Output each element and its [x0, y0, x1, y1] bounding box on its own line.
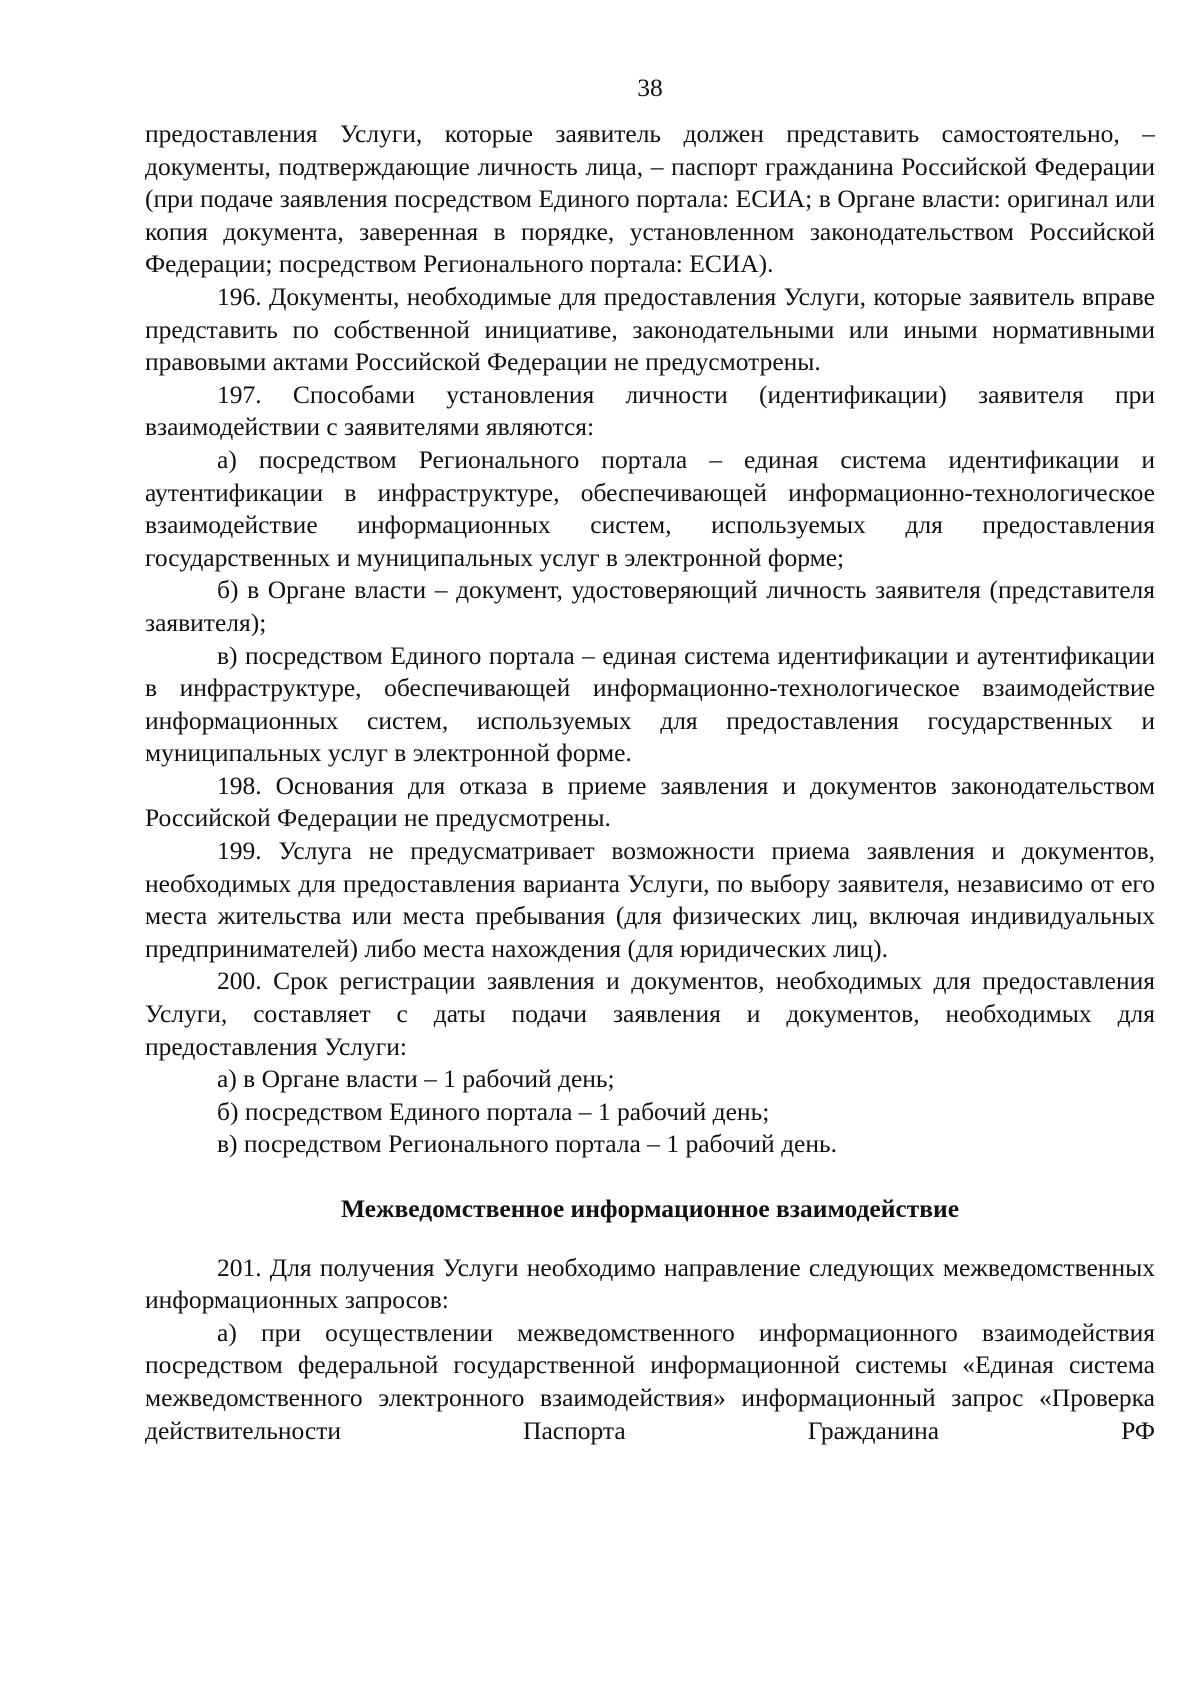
paragraph-196: 196. Документы, необходимые для предоставления Услуги, которые заявитель вправе представить по собственной инициативе, законодательными или иными нормативными правовыми актами Российской Федерации не предусмотрены. [145, 281, 1155, 377]
paragraph-201: 201. Для получения Услуги необходимо направление следующих межведомственных информационных запросов: [145, 1252, 1155, 1315]
paragraph-197-a: а) посредством Регионального портала – единая система идентификации и аутентификации в инфраструктуре, обеспечивающей информационно-технологическое взаимодействие информационных систем, используемых для предоставления государственных и муниципальных услуг в электронной форме; [145, 444, 1155, 572]
paragraph-200-a: а) в Органе власти – 1 рабочий день; [217, 1064, 615, 1094]
paragraph-continuation: предоставления Услуги, которые заявитель должен представить самостоятельно, – документы, подтверждающие личность лица, – паспорт гражданина Российской Федерации (при подаче заявления посредством Единого портала: ЕСИА; в Органе власти: оригинал или копия документа, заверенная в порядке, установленном законодательством Российской Федерации; посредством Регионального портала: ЕСИА). [145, 119, 1155, 279]
page-number: 38 [637, 73, 663, 102]
paragraph-197: 197. Способами установления личности (идентификации) заявителя при взаимодействии с заявителями являются: [145, 379, 1155, 442]
paragraph-197-b: б) в Органе власти – документ, удостоверяющий личность заявителя (представителя заявителя); [145, 575, 1155, 637]
document-body [145, 118, 1155, 1447]
paragraph-197-v: в) посредством Единого портала – единая система идентификации и аутентификации в инфраструктуре, обеспечивающей информационно-технологическое взаимодействие информационных систем, используемых для предоставления государственных и муниципальных услуг в электронной форме. [145, 640, 1155, 768]
paragraph-200-b: б) посредством Единого портала – 1 рабочий день; [217, 1096, 770, 1126]
paragraph-198: 198. Основания для отказа в приеме заявления и документов законодательством Российской Федерации не предусмотрены. [145, 770, 1155, 833]
paragraph-200: 200. Срок регистрации заявления и документов, необходимых для предоставления Услуги, составляет с даты подачи заявления и документов, необходимых для предоставления Услуги: [145, 966, 1155, 1061]
paragraph-201-a: а) при осуществлении межведомственного информационного взаимодействия посредством федеральной государственной информационной системы «Единая система межведомственного электронного взаимодействия» информационный запрос «Проверка действительности Паспорта Гражданина РФ [145, 1317, 1155, 1445]
section-heading: Межведомственное информационное взаимодействие [340, 1194, 960, 1223]
paragraph-199: 199. Услуга не предусматривает возможности приема заявления и документов, необходимых для предоставления варианта Услуги, по выбору заявителя, независимо от его места жительства или места пребывания (для физических лиц, включая индивидуальных предпринимателей) либо места нахождения (для юридических лиц). [145, 836, 1155, 963]
paragraph-200-v: в) посредством Регионального портала – 1 рабочий день. [217, 1129, 838, 1159]
